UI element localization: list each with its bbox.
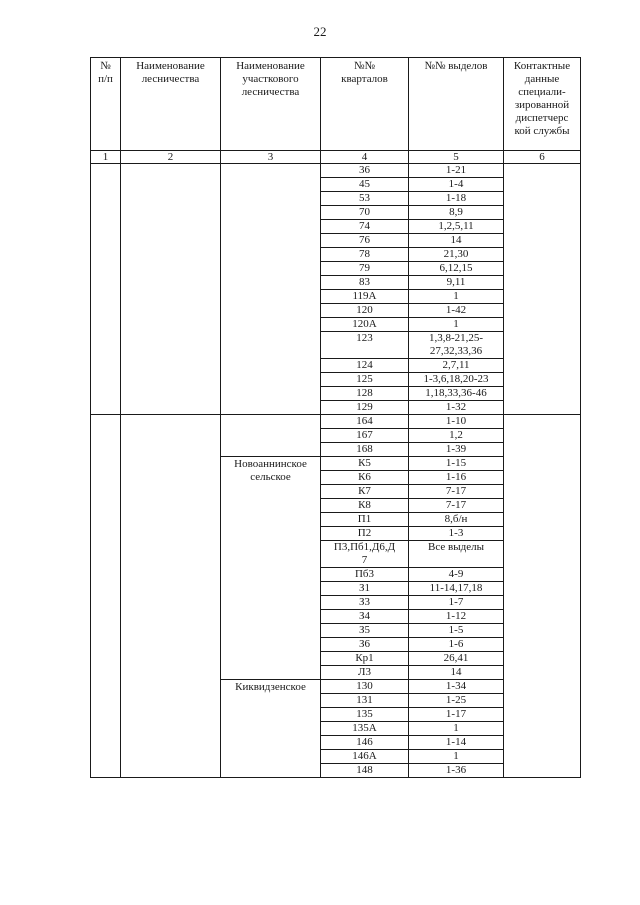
kvartal-cell: 131 (321, 694, 409, 708)
page-number: 22 (313, 24, 327, 39)
vydel-cell: 7-17 (409, 499, 504, 513)
uchastkovoe-name-cell: Киквидзенское (221, 680, 321, 778)
kvartal-cell: 120А (321, 318, 409, 332)
vydel-cell: 1-7 (409, 596, 504, 610)
kvartal-cell: 146А (321, 750, 409, 764)
column-number-1: 1 (91, 151, 121, 164)
kvartal-cell: Кр1 (321, 652, 409, 666)
header-cell-6: Контактные данные специали- зированной диспетчерс кой службы (504, 58, 581, 151)
vydel-cell: 1-3,6,18,20-23 (409, 373, 504, 387)
lesnichestvo-cell (121, 415, 221, 778)
vydel-cell: 1-16 (409, 471, 504, 485)
vydel-cell: 1-12 (409, 610, 504, 624)
kvartal-cell: 36 (321, 164, 409, 178)
vydel-cell: 1 (409, 722, 504, 736)
vydel-cell: 1-3 (409, 527, 504, 541)
vydel-cell: 1-36 (409, 764, 504, 778)
column-number-4: 4 (321, 151, 409, 164)
header-cell-2: Наименование лесничества (121, 58, 221, 151)
kvartal-cell: 123 (321, 332, 409, 359)
vydel-cell: 1-34 (409, 680, 504, 694)
vydel-cell: 1-14 (409, 736, 504, 750)
vydel-cell: 1-10 (409, 415, 504, 429)
kvartal-cell: 45 (321, 178, 409, 192)
kvartal-cell: 70 (321, 206, 409, 220)
vydel-cell: 7-17 (409, 485, 504, 499)
kvartal-cell: 146 (321, 736, 409, 750)
vydel-cell: 4-9 (409, 568, 504, 582)
kvartal-cell: 168 (321, 443, 409, 457)
kvartal-cell: 164 (321, 415, 409, 429)
kvartal-cell: 78 (321, 248, 409, 262)
kvartal-cell: 124 (321, 359, 409, 373)
vydel-cell: 8,9 (409, 206, 504, 220)
column-number-6: 6 (504, 151, 581, 164)
header-cell-5: №№ выделов (409, 58, 504, 151)
kvartal-cell: 76 (321, 234, 409, 248)
contact-cell (504, 164, 581, 415)
column-number-row (91, 151, 581, 164)
header-cell-4: №№ кварталов (321, 58, 409, 151)
vydel-cell: 1 (409, 318, 504, 332)
kvartal-cell: 128 (321, 387, 409, 401)
kvartal-cell: 79 (321, 262, 409, 276)
kvartal-cell: 119А (321, 290, 409, 304)
vydel-cell: 1,2,5,11 (409, 220, 504, 234)
vydel-cell: 1-39 (409, 443, 504, 457)
vydel-cell: 8,б/н (409, 513, 504, 527)
kvartal-cell: П3,Пб1,Д6,Д 7 (321, 541, 409, 568)
vydel-cell: 1,2 (409, 429, 504, 443)
vydel-cell: 1 (409, 290, 504, 304)
vydel-cell: 1-21 (409, 164, 504, 178)
kvartal-cell: 83 (321, 276, 409, 290)
kvartal-cell: К5 (321, 457, 409, 471)
vydel-cell: 1-17 (409, 708, 504, 722)
kvartal-cell: К8 (321, 499, 409, 513)
vydel-cell: 1,18,33,36-46 (409, 387, 504, 401)
kvartal-cell: К6 (321, 471, 409, 485)
kvartal-cell: П1 (321, 513, 409, 527)
kvartal-cell: 125 (321, 373, 409, 387)
vydel-cell: Все выделы (409, 541, 504, 568)
kvartal-cell: Пб3 (321, 568, 409, 582)
vydel-cell: 1-18 (409, 192, 504, 206)
kvartal-cell: 53 (321, 192, 409, 206)
uchastkovoe-cell (221, 415, 321, 457)
vydel-cell: 21,30 (409, 248, 504, 262)
kvartal-cell: 120 (321, 304, 409, 318)
vydel-cell: 11-14,17,18 (409, 582, 504, 596)
uchastkovoe-cell (221, 164, 321, 415)
vydel-cell: 9,11 (409, 276, 504, 290)
contact-cell (504, 415, 581, 778)
header-cell-3: Наименование участкового лесничества (221, 58, 321, 151)
quarters-table-body (91, 58, 581, 778)
lesnichestvo-cell (121, 164, 221, 415)
vydel-cell: 14 (409, 234, 504, 248)
column-number-5: 5 (409, 151, 504, 164)
column-number-2: 2 (121, 151, 221, 164)
kvartal-cell: З3 (321, 596, 409, 610)
vydel-cell: 2,7,11 (409, 359, 504, 373)
vydel-cell: 1-15 (409, 457, 504, 471)
vydel-cell: 1-32 (409, 401, 504, 415)
uchastkovoe-name-cell: Новоаннинское сельское (221, 457, 321, 680)
vydel-cell: 1-42 (409, 304, 504, 318)
kvartal-cell: К7 (321, 485, 409, 499)
vydel-cell: 1-25 (409, 694, 504, 708)
kvartal-cell: З1 (321, 582, 409, 596)
kvartal-cell: Л3 (321, 666, 409, 680)
kvartal-cell: 129 (321, 401, 409, 415)
kvartal-cell: 74 (321, 220, 409, 234)
vydel-cell: 1-4 (409, 178, 504, 192)
vydel-cell: 14 (409, 666, 504, 680)
kvartal-cell: З6 (321, 638, 409, 652)
vydel-cell: 1 (409, 750, 504, 764)
table-row (91, 415, 581, 429)
vydel-cell: 6,12,15 (409, 262, 504, 276)
header-cell-1: № п/п (91, 58, 121, 151)
vydel-cell: 26,41 (409, 652, 504, 666)
header-row (91, 58, 581, 151)
kvartal-cell: З5 (321, 624, 409, 638)
kvartal-cell: 148 (321, 764, 409, 778)
row-number-cell (91, 415, 121, 778)
vydel-cell: 1-5 (409, 624, 504, 638)
table-row (91, 164, 581, 178)
vydel-cell: 1,3,8-21,25- 27,32,33,36 (409, 332, 504, 359)
column-number-3: 3 (221, 151, 321, 164)
kvartal-cell: 135 (321, 708, 409, 722)
kvartal-cell: 135А (321, 722, 409, 736)
kvartal-cell: П2 (321, 527, 409, 541)
vydel-cell: 1-6 (409, 638, 504, 652)
kvartal-cell: 167 (321, 429, 409, 443)
quarters-table (90, 57, 581, 778)
row-number-cell (91, 164, 121, 415)
kvartal-cell: З4 (321, 610, 409, 624)
kvartal-cell: 130 (321, 680, 409, 694)
